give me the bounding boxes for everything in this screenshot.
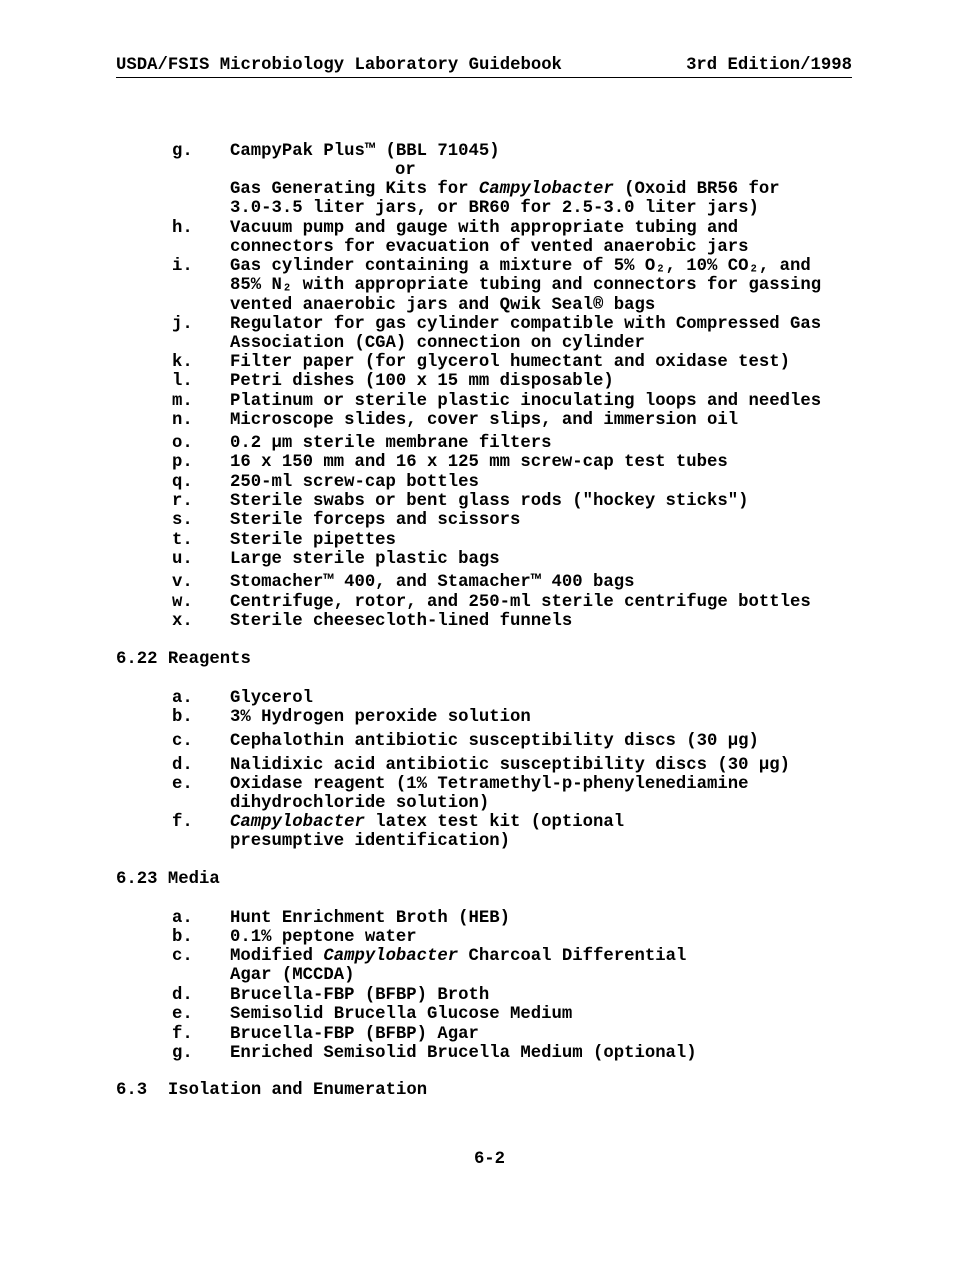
item-text: CampyPak Plus™ (BBL 71045) bbox=[230, 142, 500, 161]
item-text: Hunt Enrichment Broth (HEB) bbox=[230, 909, 511, 928]
item-text: Stomacher™ 400, and Stamacher™ 400 bags bbox=[230, 573, 635, 592]
section-heading-reagents: 6.22 Reagents bbox=[116, 650, 251, 669]
item-text: Petri dishes (100 x 15 mm disposable) bbox=[230, 372, 614, 391]
item-letter: m. bbox=[172, 392, 193, 411]
list-item bbox=[172, 756, 932, 775]
italic-term: Campylobacter bbox=[323, 947, 459, 966]
list-item bbox=[172, 372, 932, 391]
item-letter: k. bbox=[172, 353, 193, 372]
item-text: Gas Generating Kits for bbox=[230, 180, 479, 199]
item-text: Sterile pipettes bbox=[230, 531, 396, 550]
item-letter: d. bbox=[172, 756, 193, 775]
item-text: Enriched Semisolid Brucella Medium (optional) bbox=[230, 1044, 697, 1063]
item-letter: b. bbox=[172, 928, 193, 947]
item-letter: h. bbox=[172, 219, 193, 238]
item-text: Oxidase reagent (1% Tetramethyl-p-phenylenediamine dihydrochloride solution) bbox=[230, 775, 749, 814]
item-text: Regulator for gas cylinder compatible with Compressed Gas Association (CGA) connection on cylinder bbox=[230, 315, 822, 354]
item-text: Cephalothin antibiotic susceptibility discs (30 μg) bbox=[230, 732, 759, 751]
list-item bbox=[172, 689, 932, 708]
list-item bbox=[172, 947, 932, 986]
item-letter: x. bbox=[172, 612, 193, 631]
item-letter: i. bbox=[172, 257, 193, 276]
item-letter: g. bbox=[172, 142, 193, 161]
item-letter: e. bbox=[172, 775, 193, 794]
item-letter: t. bbox=[172, 531, 193, 550]
item-text: Microscope slides, cover slips, and immersion oil bbox=[230, 411, 739, 430]
list-item bbox=[172, 573, 932, 592]
item-letter: v. bbox=[172, 573, 193, 592]
item-letter: g. bbox=[172, 1044, 193, 1063]
list-item bbox=[172, 550, 932, 569]
item-letter: p. bbox=[172, 453, 193, 472]
list-item bbox=[172, 1044, 932, 1063]
list-item bbox=[172, 708, 932, 727]
item-letter: f. bbox=[172, 1025, 193, 1044]
list-item bbox=[172, 411, 932, 430]
item-letter: u. bbox=[172, 550, 193, 569]
list-item bbox=[172, 732, 932, 751]
list-item bbox=[172, 813, 932, 852]
item-text: Gas cylinder containing a mixture of 5% O₂, 10% CO₂, and 85% N₂ with appropriate tubing and connectors for gassing vented anaerobic jars and Qwik Seal® bags bbox=[230, 257, 822, 315]
list-item bbox=[172, 775, 932, 814]
list-item bbox=[172, 492, 932, 511]
item-letter: r. bbox=[172, 492, 193, 511]
item-text: Semisolid Brucella Glucose Medium bbox=[230, 1005, 573, 1024]
item-letter: b. bbox=[172, 708, 193, 727]
item-letter: l. bbox=[172, 372, 193, 391]
list-item bbox=[172, 453, 932, 472]
item-text: Large sterile plastic bags bbox=[230, 550, 500, 569]
list-item bbox=[172, 473, 932, 492]
item-text: (Oxoid BR56 for 3.0-3.5 liter jars, or BR60 for 2.5-3.0 liter jars) bbox=[230, 180, 780, 219]
item-text: Charcoal Differential Agar (MCCDA) bbox=[230, 947, 687, 986]
list-item bbox=[172, 531, 932, 550]
item-text: Sterile cheesecloth-lined funnels bbox=[230, 612, 573, 631]
list-item bbox=[172, 180, 932, 219]
item-letter: n. bbox=[172, 411, 193, 430]
item-text: 3% Hydrogen peroxide solution bbox=[230, 708, 531, 727]
list-item bbox=[172, 511, 932, 530]
item-text: Sterile forceps and scissors bbox=[230, 511, 521, 530]
item-text: Brucella-FBP (BFBP) Broth bbox=[230, 986, 490, 1005]
list-item bbox=[172, 612, 932, 631]
item-text: Modified bbox=[230, 947, 324, 966]
italic-term: Campylobacter bbox=[230, 813, 365, 832]
item-letter: c. bbox=[172, 947, 193, 966]
italic-term: Campylobacter bbox=[478, 180, 614, 199]
list-item bbox=[172, 928, 932, 947]
item-text: Nalidixic acid antibiotic susceptibility discs (30 μg) bbox=[230, 756, 791, 775]
header-title: USDA/FSIS Microbiology Laboratory Guidebook bbox=[116, 56, 562, 75]
item-text: Platinum or sterile plastic inoculating loops and needles bbox=[230, 392, 822, 411]
list-item bbox=[172, 593, 932, 612]
item-text: 250-ml screw-cap bottles bbox=[230, 473, 479, 492]
item-text: 0.1% peptone water bbox=[230, 928, 417, 947]
header-edition: 3rd Edition/1998 bbox=[686, 56, 852, 75]
list-item bbox=[172, 142, 932, 161]
item-text: Sterile swabs or bent glass rods ("hockey sticks") bbox=[230, 492, 749, 511]
item-letter: o. bbox=[172, 434, 193, 453]
item-letter: w. bbox=[172, 593, 193, 612]
item-text: Brucella-FBP (BFBP) Agar bbox=[230, 1025, 479, 1044]
list-item bbox=[172, 909, 932, 928]
item-text: Vacuum pump and gauge with appropriate tubing and connectors for evacuation of vented anaerobic jars bbox=[230, 219, 749, 258]
item-text: Filter paper (for glycerol humectant and oxidase test) bbox=[230, 353, 791, 372]
section-heading-isolation: 6.3 Isolation and Enumeration bbox=[116, 1081, 428, 1100]
item-letter: f. bbox=[172, 813, 193, 832]
item-text: 16 x 150 mm and 16 x 125 mm screw-cap test tubes bbox=[230, 453, 728, 472]
list-item bbox=[172, 986, 932, 1005]
item-text: latex test kit (optional presumptive identification) bbox=[230, 813, 625, 852]
list-item bbox=[172, 392, 932, 411]
list-item bbox=[172, 315, 932, 354]
list-item bbox=[172, 219, 932, 258]
list-item bbox=[172, 1005, 932, 1024]
list-item bbox=[172, 257, 932, 315]
item-letter: d. bbox=[172, 986, 193, 1005]
item-text: Glycerol bbox=[230, 689, 313, 708]
item-letter: e. bbox=[172, 1005, 193, 1024]
item-text: Centrifuge, rotor, and 250-ml sterile centrifuge bottles bbox=[230, 593, 811, 612]
or-separator: or bbox=[395, 161, 416, 180]
item-letter: q. bbox=[172, 473, 193, 492]
section-heading-media: 6.23 Media bbox=[116, 870, 220, 889]
item-letter: a. bbox=[172, 909, 193, 928]
list-item bbox=[172, 353, 932, 372]
item-letter: c. bbox=[172, 732, 193, 751]
list-item bbox=[172, 434, 932, 453]
item-letter: j. bbox=[172, 315, 193, 334]
running-header bbox=[116, 56, 852, 78]
list-item bbox=[172, 1025, 932, 1044]
item-text: 0.2 μm sterile membrane filters bbox=[230, 434, 552, 453]
item-letter: a. bbox=[172, 689, 193, 708]
item-letter: s. bbox=[172, 511, 193, 530]
page-number: 6-2 bbox=[473, 1150, 506, 1169]
